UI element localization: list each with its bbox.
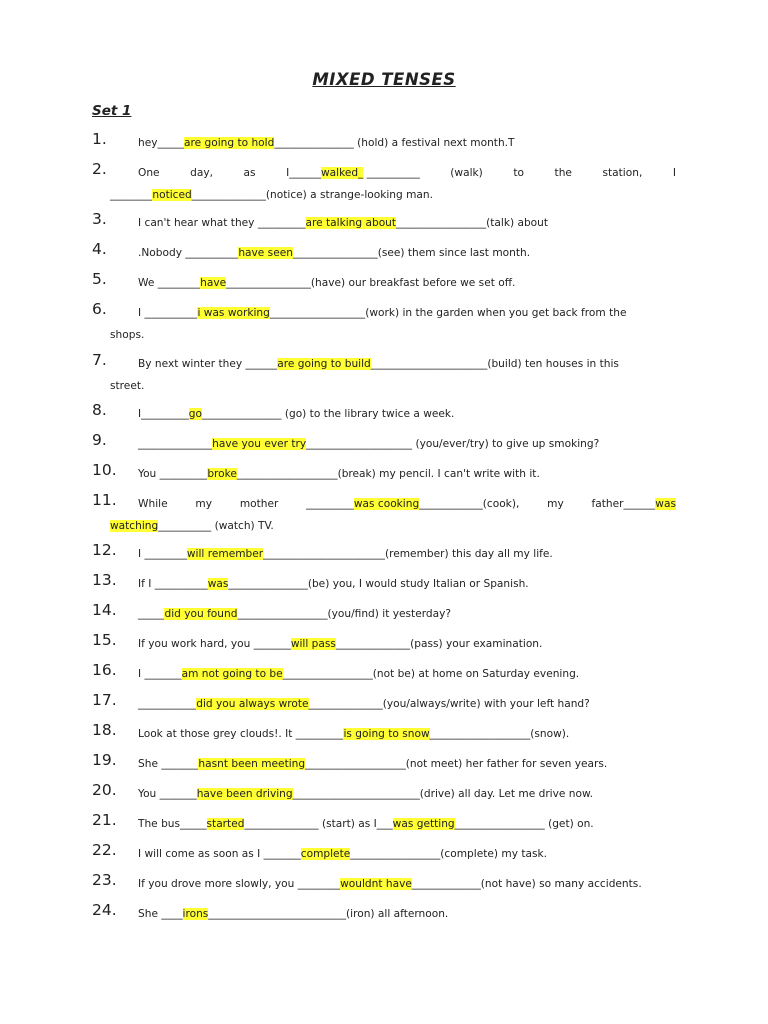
item-number: 2. xyxy=(92,160,107,178)
sentence-text xyxy=(138,468,676,480)
item-number: 5. xyxy=(92,270,107,288)
sentence-suffix: _______________ (go) to the library twice a week. xyxy=(202,408,455,420)
answer-highlight: did you found xyxy=(164,608,238,620)
sentence-suffix: _________________ (get) on. xyxy=(454,818,594,830)
exercise-item xyxy=(92,631,676,660)
sentence-suffix: ______________(pass) your examination. xyxy=(335,638,543,650)
answer-highlight: have been driving xyxy=(196,788,293,800)
sentence-text xyxy=(138,758,676,770)
item-number: 18. xyxy=(92,721,117,739)
exercise-item xyxy=(92,871,676,900)
sentence-suffix: _________________(complete) my task. xyxy=(350,848,548,860)
answer-highlight: irons xyxy=(182,908,209,920)
sentence-prefix: _____ xyxy=(138,608,165,620)
sentence-suffix: _______________________(remember) this day all my life. xyxy=(263,548,553,560)
item-number: 23. xyxy=(92,871,117,889)
sentence-text xyxy=(138,878,676,890)
sentence-suffix: ____________________ (you/ever/try) to give up smoking? xyxy=(306,438,600,450)
sentence-text xyxy=(138,358,676,370)
sentence-text xyxy=(138,307,676,319)
item-number: 22. xyxy=(92,841,117,859)
sentence-prefix: I _______ xyxy=(138,668,182,680)
answer-highlight: was xyxy=(207,578,229,590)
item-number: 19. xyxy=(92,751,117,769)
sentence-word: the xyxy=(554,167,572,179)
answer-highlight: hasnt been meeting xyxy=(198,758,306,770)
answer-highlight: i was working xyxy=(197,307,270,319)
exercise-item xyxy=(92,300,676,351)
answer-highlight: was xyxy=(655,498,676,510)
item-number: 13. xyxy=(92,571,117,589)
sentence-suffix: _________________(talk) about xyxy=(396,217,549,229)
item-number: 17. xyxy=(92,691,117,709)
sentence-word: (walk) xyxy=(450,167,483,179)
sentence-text xyxy=(138,608,676,620)
sentence-text xyxy=(138,848,676,860)
sentence-prefix: I_________ xyxy=(138,408,189,420)
sentence-suffix: ___________________(break) my pencil. I can't write with it. xyxy=(236,468,540,480)
sentence-prefix: If I __________ xyxy=(138,578,208,590)
answer-highlight: have seen xyxy=(238,247,293,259)
sentence-word: I xyxy=(672,167,676,179)
exercise-item xyxy=(92,781,676,810)
exercise-item xyxy=(92,491,676,542)
item-number: 10. xyxy=(92,461,117,479)
sentence-continuation xyxy=(110,380,676,392)
exercise-item xyxy=(92,721,676,750)
item-number: 15. xyxy=(92,631,117,649)
sentence-word: _________was cooking____________(cook), xyxy=(306,498,520,510)
exercise-item xyxy=(92,130,676,159)
answer-highlight: watching xyxy=(110,520,159,532)
sentence-word: I______walked_ __________ xyxy=(286,167,420,179)
answer-highlight: have you ever try xyxy=(212,438,307,450)
sentence-text xyxy=(138,247,676,259)
sentence-suffix: ______________(you/always/write) with your left hand? xyxy=(308,698,590,710)
sentence-text xyxy=(138,498,676,510)
sentence-prefix: I ________ xyxy=(138,548,187,560)
item-number: 16. xyxy=(92,661,117,679)
sentence-continuation xyxy=(110,189,676,201)
exercise-item xyxy=(92,210,676,239)
sentence-text xyxy=(138,818,676,830)
exercise-item xyxy=(92,160,676,211)
sentence-suffix: _______________ (hold) a festival next month.T xyxy=(274,137,515,149)
sentence-text xyxy=(138,668,676,680)
answer-highlight: complete xyxy=(300,848,351,860)
sentence-text xyxy=(138,548,676,560)
sentence-prefix: She _______ xyxy=(138,758,199,770)
sentence-word: station, xyxy=(602,167,643,179)
answer-highlight: will pass xyxy=(290,638,336,650)
sentence-prefix: You _______ xyxy=(138,788,197,800)
sentence-prefix: hey_____ xyxy=(138,137,184,149)
sentence-text xyxy=(138,788,676,800)
exercise-item xyxy=(92,351,676,402)
sentence-text xyxy=(138,728,676,740)
exercise-item xyxy=(92,240,676,269)
sentence-text xyxy=(138,167,676,179)
item-number: 14. xyxy=(92,601,117,619)
item-number: 24. xyxy=(92,901,117,919)
item-number: 9. xyxy=(92,431,107,449)
sentence-continuation xyxy=(110,520,676,532)
sentence-prefix: The bus_____ xyxy=(138,818,207,830)
answer-highlight: am not going to be xyxy=(181,668,283,680)
sentence-prefix: I will come as soon as I _______ xyxy=(138,848,301,860)
exercise-item xyxy=(92,541,676,570)
answer-highlight: was getting xyxy=(392,818,455,830)
sentence-suffix: ______________ (start) as I___ xyxy=(244,818,393,830)
sentence-suffix: __________ (watch) TV. xyxy=(158,520,274,532)
answer-highlight: go xyxy=(188,408,203,420)
sentence-prefix: I __________ xyxy=(138,307,198,319)
page-title: MIXED TENSES xyxy=(312,70,456,89)
sentence-text xyxy=(138,137,676,149)
exercise-item xyxy=(92,811,676,840)
answer-highlight: have xyxy=(200,277,227,289)
sentence-prefix: We ________ xyxy=(138,277,201,289)
item-number: 8. xyxy=(92,401,107,419)
sentence-text xyxy=(138,908,676,920)
sentence-word: my xyxy=(547,498,564,510)
sentence-prefix: If you work hard, you _______ xyxy=(138,638,291,650)
sentence-text xyxy=(138,578,676,590)
exercise-item xyxy=(92,601,676,630)
sentence-suffix: ________________(have) our breakfast before we set off. xyxy=(226,277,516,289)
sentence-suffix: street. xyxy=(110,380,145,392)
exercise-item xyxy=(92,401,676,430)
sentence-prefix: ___________ xyxy=(138,698,197,710)
exercise-item xyxy=(92,751,676,780)
exercise-item xyxy=(92,661,676,690)
sentence-prefix: .Nobody __________ xyxy=(138,247,239,259)
exercise-item xyxy=(92,901,676,930)
item-number: 6. xyxy=(92,300,107,318)
sentence-suffix: ______________(notice) a strange-looking man. xyxy=(191,189,434,201)
sentence-suffix: _______________(be) you, I would study Italian or Spanish. xyxy=(228,578,529,590)
sentence-prefix: ________ xyxy=(110,189,153,201)
sentence-continuation xyxy=(110,329,676,341)
item-number: 1. xyxy=(92,130,107,148)
sentence-prefix: By next winter they ______ xyxy=(138,358,278,370)
answer-highlight: is going to snow xyxy=(343,728,430,740)
answer-highlight: started xyxy=(206,818,245,830)
sentence-text xyxy=(138,277,676,289)
sentence-word: father______was xyxy=(591,498,676,510)
sentence-prefix: ______________ xyxy=(138,438,213,450)
item-number: 4. xyxy=(92,240,107,258)
sentence-prefix: I can't hear what they _________ xyxy=(138,217,306,229)
sentence-word: mother xyxy=(239,498,279,510)
sentence-prefix: Look at those grey clouds!. It _________ xyxy=(138,728,344,740)
sentence-text xyxy=(138,408,676,420)
sentence-prefix: You _________ xyxy=(138,468,208,480)
exercise-item xyxy=(92,691,676,720)
sentence-word: While xyxy=(138,498,168,510)
sentence-word: to xyxy=(513,167,524,179)
sentence-word: as xyxy=(243,167,256,179)
exercise-item xyxy=(92,841,676,870)
sentence-suffix: ______________________(build) ten houses in this xyxy=(370,358,619,370)
answer-highlight: noticed xyxy=(152,189,192,201)
sentence-word: day, xyxy=(190,167,213,179)
item-number: 12. xyxy=(92,541,117,559)
answer-highlight: will remember xyxy=(186,548,264,560)
item-number: 21. xyxy=(92,811,117,829)
sentence-text xyxy=(138,698,676,710)
sentence-suffix: shops. xyxy=(110,329,145,341)
answer-highlight: are going to hold xyxy=(184,137,275,149)
sentence-text xyxy=(138,638,676,650)
sentence-suffix: _________________(not be) at home on Saturday evening. xyxy=(282,668,580,680)
sentence-prefix: If you drove more slowly, you ________ xyxy=(138,878,341,890)
answer-highlight: are talking about xyxy=(305,217,397,229)
item-number: 20. xyxy=(92,781,117,799)
sentence-suffix: _____________(not have) so many accidents. xyxy=(411,878,642,890)
sentence-suffix: ________________________(drive) all day. Let me drive now. xyxy=(292,788,594,800)
sentence-word: One xyxy=(138,167,160,179)
sentence-suffix: ___________________(not meet) her father for seven years. xyxy=(305,758,608,770)
exercise-item xyxy=(92,431,676,460)
answer-highlight: was cooking xyxy=(353,498,420,510)
item-number: 11. xyxy=(92,491,117,509)
answer-highlight: are going to build xyxy=(277,358,371,370)
answer-highlight: broke xyxy=(207,468,237,480)
sentence-suffix: ________________(see) them since last month. xyxy=(292,247,531,259)
answer-highlight: did you always wrote xyxy=(196,698,309,710)
item-number: 7. xyxy=(92,351,107,369)
sentence-suffix: __________________________(iron) all afternoon. xyxy=(208,908,449,920)
sentence-text xyxy=(138,438,676,450)
item-number: 3. xyxy=(92,210,107,228)
sentence-suffix: ___________________(snow). xyxy=(429,728,570,740)
set-heading: Set 1 xyxy=(92,103,132,119)
answer-highlight: wouldnt have xyxy=(340,878,412,890)
sentence-text xyxy=(138,217,676,229)
sentence-suffix: __________________(work) in the garden when you get back from the xyxy=(269,307,627,319)
sentence-suffix: _________________(you/find) it yesterday? xyxy=(237,608,451,620)
answer-highlight: walked_ xyxy=(321,167,364,179)
sentence-word: my xyxy=(195,498,212,510)
exercise-item xyxy=(92,571,676,600)
exercise-item xyxy=(92,461,676,490)
sentence-prefix: She ____ xyxy=(138,908,183,920)
exercise-item xyxy=(92,270,676,299)
